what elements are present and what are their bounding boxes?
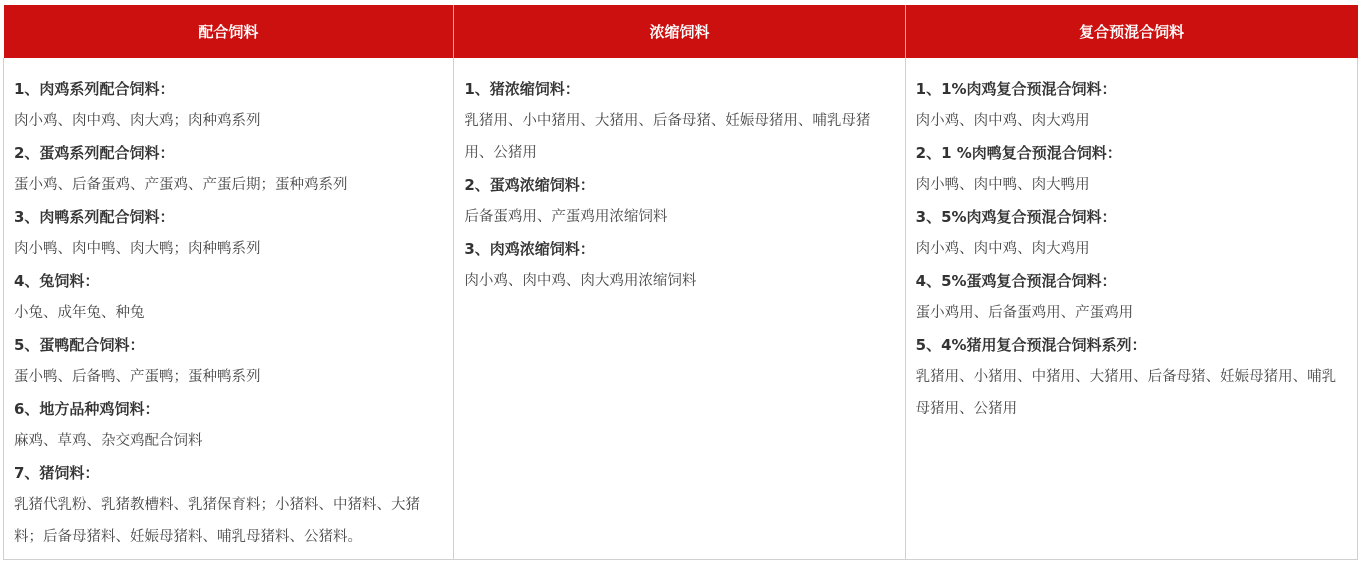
- section-items: 肉小鸡、肉中鸡、肉大鸡用: [915, 241, 1090, 257]
- header-premix-feed: 复合预混合饲料: [905, 5, 1357, 58]
- section-title: 1、1%肉鸡复合预混合饲料：: [915, 80, 1117, 98]
- section-items: 蛋小鸡、后备蛋鸡、产蛋鸡、产蛋后期；蛋种鸡系列: [14, 177, 348, 193]
- section-title: 1、肉鸡系列配合饲料：: [14, 80, 175, 98]
- section-title: 6、地方品种鸡饲料：: [14, 400, 160, 418]
- header-compound-feed: 配合饲料: [4, 5, 454, 58]
- cell-premix-feed: [905, 58, 1357, 560]
- table-body-row: [4, 58, 1358, 560]
- section-items: 乳猪代乳粉、乳猪教槽料、乳猪保育料；小猪料、中猪料、大猪料；后备母猪料、妊娠母猪料、哺乳母猪料、公猪料。: [14, 497, 420, 545]
- section-title: 5、4%猪用复合预混合饲料系列：: [915, 336, 1147, 354]
- section-items: 乳猪用、小中猪用、大猪用、后备母猪、妊娠母猪用、哺乳母猪用、公猪用: [464, 113, 871, 161]
- section-items: 麻鸡、草鸡、杂交鸡配合饲料: [14, 433, 203, 449]
- cell-compound-feed: [4, 58, 454, 560]
- section-items: 肉小鸡、肉中鸡、肉大鸡用: [915, 113, 1090, 129]
- section-items: 肉小鸡、肉中鸡、肉大鸡用浓缩饲料: [464, 273, 697, 289]
- section-title: 3、肉鸡浓缩饲料：: [464, 240, 595, 258]
- section-items: 肉小鸭、肉中鸭、肉大鸭用: [915, 177, 1090, 193]
- section-title: 5、蛋鸭配合饲料：: [14, 336, 145, 354]
- section-title: 1、猪浓缩饲料：: [464, 80, 580, 98]
- section-title: 3、5%肉鸡复合预混合饲料：: [915, 208, 1117, 226]
- section-items: 肉小鸭、肉中鸭、肉大鸭；肉种鸭系列: [14, 241, 261, 257]
- section-title: 2、1 %肉鸭复合预混合饲料：: [915, 144, 1122, 162]
- cell-concentrate-feed: [454, 58, 905, 560]
- section-items: 乳猪用、小猪用、中猪用、大猪用、后备母猪、妊娠母猪用、哺乳母猪用、公猪用: [915, 369, 1337, 417]
- header-concentrate-feed: 浓缩饲料: [454, 5, 905, 58]
- section-title: 2、蛋鸡系列配合饲料：: [14, 144, 175, 162]
- feed-products-table: [3, 5, 1358, 560]
- section-title: 3、肉鸭系列配合饲料：: [14, 208, 175, 226]
- section-title: 4、5%蛋鸡复合预混合饲料：: [915, 272, 1117, 290]
- section-title: 4、兔饲料：: [14, 272, 100, 290]
- section-title: 7、猪饲料：: [14, 464, 100, 482]
- section-items: 后备蛋鸡用、产蛋鸡用浓缩饲料: [464, 209, 668, 225]
- section-title: 2、蛋鸡浓缩饲料：: [464, 176, 595, 194]
- section-items: 蛋小鸭、后备鸭、产蛋鸭；蛋种鸭系列: [14, 369, 261, 385]
- section-items: 蛋小鸡用、后备蛋鸡用、产蛋鸡用: [915, 305, 1134, 321]
- section-items: 肉小鸡、肉中鸡、肉大鸡；肉种鸡系列: [14, 113, 261, 129]
- section-items: 小兔、成年兔、种兔: [14, 305, 145, 321]
- table-header-row: [4, 5, 1358, 58]
